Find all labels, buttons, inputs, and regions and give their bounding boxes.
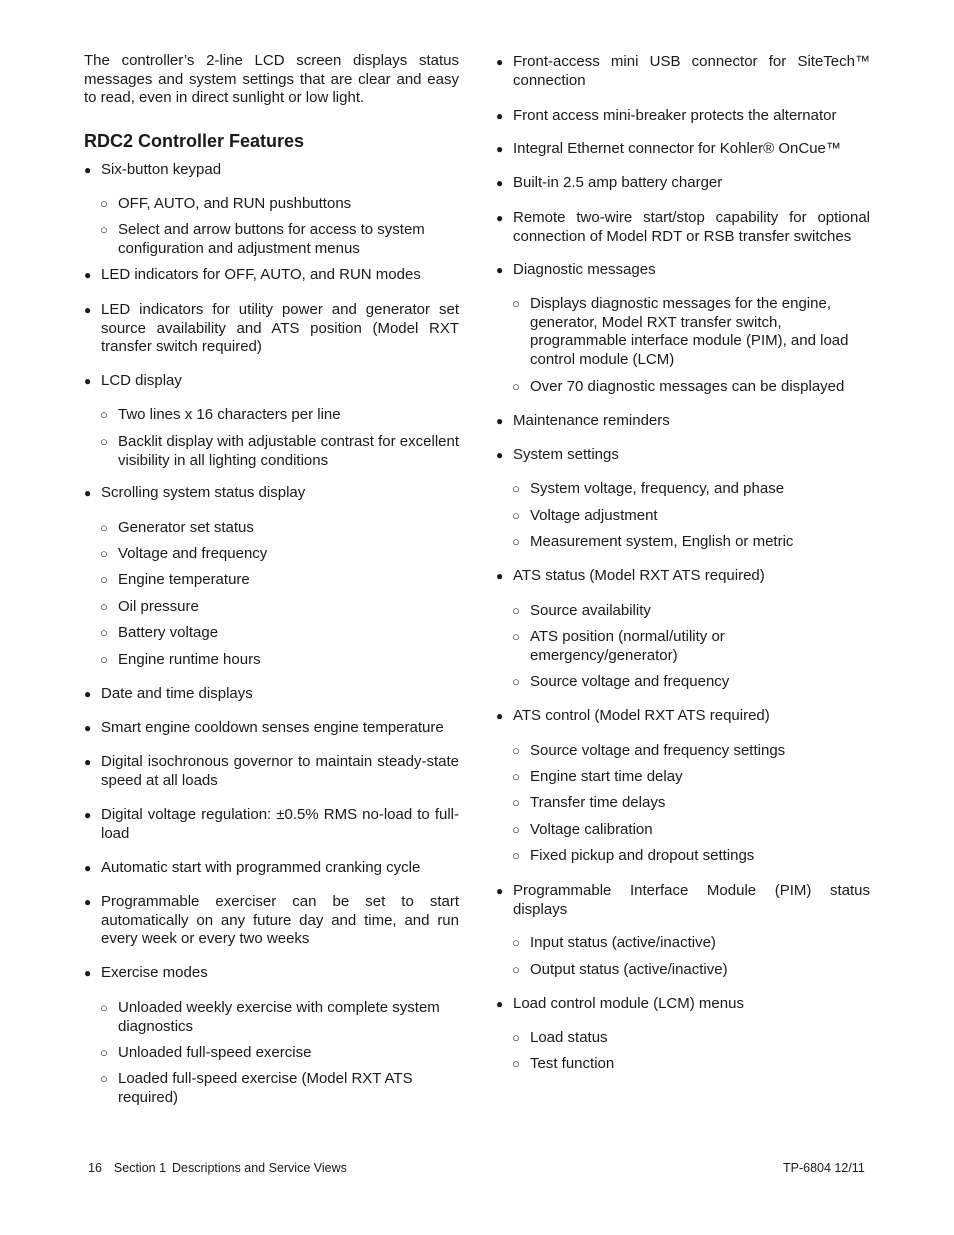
sub-bullet-item — [84, 433, 459, 470]
hollow-circle-icon: ○ — [512, 1056, 520, 1071]
bullet-item — [84, 719, 459, 738]
bullet-dot-icon: ● — [496, 211, 504, 225]
bullet-item — [496, 140, 870, 159]
item-text: ATS position (normal/utility or emergency/generator) — [530, 628, 725, 664]
hollow-circle-icon: ○ — [512, 534, 520, 549]
item-text: Load control module (LCM) menus — [513, 995, 744, 1012]
bullet-item — [496, 567, 870, 586]
item-text: ATS control (Model RXT ATS required) — [513, 707, 770, 724]
bullet-dot-icon: ● — [496, 142, 504, 156]
item-text: Unloaded weekly exercise with complete system diagnostics — [118, 999, 440, 1035]
bullet-dot-icon: ● — [496, 884, 504, 898]
item-text: Output status (active/inactive) — [530, 961, 728, 978]
bullet-item — [496, 261, 870, 280]
sub-bullet-item — [84, 1044, 459, 1063]
item-text: System voltage, frequency, and phase — [530, 480, 785, 497]
item-text: Transfer time delays — [530, 794, 666, 811]
item-text: ATS status (Model RXT ATS required) — [513, 567, 765, 584]
item-text: Engine start time delay — [530, 768, 683, 785]
bullet-dot-icon: ● — [84, 163, 92, 177]
bullet-dot-icon: ● — [496, 263, 504, 277]
sub-bullet-item — [84, 999, 459, 1036]
item-text: Source voltage and frequency — [530, 673, 730, 690]
hollow-circle-icon: ○ — [512, 379, 520, 394]
bullet-item — [84, 964, 459, 983]
bullet-dot-icon: ● — [496, 709, 504, 723]
item-text: Battery voltage — [118, 624, 219, 641]
hollow-circle-icon: ○ — [100, 546, 108, 561]
bullet-item — [84, 372, 459, 391]
sub-bullet-item — [496, 480, 870, 499]
item-text: LED indicators for OFF, AUTO, and RUN modes — [101, 266, 421, 283]
item-text: Over 70 diagnostic messages can be displayed — [530, 378, 845, 395]
bullet-dot-icon: ● — [84, 374, 92, 388]
item-text: Select and arrow buttons for access to system configuration and adjustment menus — [118, 221, 425, 257]
hollow-circle-icon: ○ — [512, 629, 520, 644]
sub-bullet-item — [496, 602, 870, 621]
hollow-circle-icon: ○ — [512, 1030, 520, 1045]
page-number: 16 — [88, 1161, 102, 1175]
sub-bullet-item — [496, 821, 870, 840]
item-text: Digital voltage regulation: ±0.5% RMS no-load to full-load — [101, 806, 459, 842]
item-text: Date and time displays — [101, 685, 253, 702]
bullet-item — [496, 174, 870, 193]
item-text: Source availability — [530, 602, 651, 619]
bullet-dot-icon: ● — [84, 486, 92, 500]
hollow-circle-icon: ○ — [512, 795, 520, 810]
bullet-dot-icon: ● — [496, 176, 504, 190]
sub-bullet-item — [496, 673, 870, 692]
bullet-dot-icon: ● — [496, 569, 504, 583]
hollow-circle-icon: ○ — [512, 743, 520, 758]
item-text: Built-in 2.5 amp battery charger — [513, 174, 723, 191]
item-text: Source voltage and frequency settings — [530, 742, 786, 759]
bullet-item — [496, 209, 870, 246]
item-text: Voltage calibration — [530, 821, 653, 838]
item-text: Test function — [530, 1055, 615, 1072]
item-text: Programmable Interface Module (PIM) status displays — [513, 882, 870, 918]
item-text: Displays diagnostic messages for the engine, generator, Model RXT transfer switch, programmable interface module (PIM), and load control module (LCM) — [530, 295, 849, 368]
sub-bullet-item — [84, 571, 459, 590]
sub-bullet-item — [84, 624, 459, 643]
bullet-dot-icon: ● — [496, 109, 504, 123]
sub-bullet-item — [84, 406, 459, 425]
item-text: Integral Ethernet connector for Kohler® OnCue™ — [513, 140, 841, 157]
sub-bullet-item — [496, 628, 870, 665]
bullet-item — [84, 266, 459, 285]
sub-bullet-item — [496, 1055, 870, 1074]
hollow-circle-icon: ○ — [512, 769, 520, 784]
bullet-item — [496, 53, 870, 90]
hollow-circle-icon: ○ — [512, 603, 520, 618]
item-text: Engine temperature — [118, 571, 250, 588]
bullet-dot-icon: ● — [84, 895, 92, 909]
intro-paragraph: The controller’s 2-line LCD screen displays status messages and system settings that are clear and easy to read, even in direct sunlight or low light. — [84, 52, 459, 107]
document-code: TP-6804 12/11 — [783, 1161, 865, 1175]
item-text: LCD display — [101, 372, 182, 389]
item-text: Diagnostic messages — [513, 261, 656, 278]
sub-bullet-item — [84, 545, 459, 564]
bullet-item — [496, 882, 870, 919]
sub-bullet-item — [84, 1070, 459, 1107]
item-text: Measurement system, English or metric — [530, 533, 794, 550]
item-text: LED indicators for utility power and generator set source availability and ATS position (Model RXT transfer switch required) — [101, 301, 459, 356]
bullet-dot-icon: ● — [84, 808, 92, 822]
bullet-item — [496, 446, 870, 465]
bullet-item — [84, 753, 459, 790]
item-text: Load status — [530, 1029, 608, 1046]
sub-bullet-item — [496, 1029, 870, 1048]
footer-section-title: Descriptions and Service Views — [172, 1161, 347, 1175]
bullet-dot-icon: ● — [496, 448, 504, 462]
bullet-dot-icon: ● — [84, 861, 92, 875]
sub-bullet-item — [496, 961, 870, 980]
sub-bullet-item — [496, 507, 870, 526]
item-text: Voltage adjustment — [530, 507, 658, 524]
hollow-circle-icon: ○ — [100, 599, 108, 614]
sub-bullet-item — [84, 195, 459, 214]
bullet-dot-icon: ● — [84, 268, 92, 282]
item-text: Digital isochronous governor to maintain steady-state speed at all loads — [101, 753, 459, 789]
item-text: Two lines x 16 characters per line — [118, 406, 341, 423]
bullet-dot-icon: ● — [84, 303, 92, 317]
item-text: Remote two-wire start/stop capability for optional connection of Model RDT or RSB transfer switches — [513, 209, 870, 245]
hollow-circle-icon: ○ — [100, 434, 108, 449]
item-text: Engine runtime hours — [118, 651, 261, 668]
item-text: System settings — [513, 446, 619, 463]
bullet-dot-icon: ● — [84, 966, 92, 980]
item-text: Maintenance reminders — [513, 412, 670, 429]
bullet-item — [84, 859, 459, 878]
sub-bullet-item — [496, 533, 870, 552]
bullet-item — [496, 995, 870, 1014]
item-text: Unloaded full-speed exercise — [118, 1044, 312, 1061]
bullet-item — [496, 412, 870, 431]
hollow-circle-icon: ○ — [100, 520, 108, 535]
sub-bullet-item — [84, 651, 459, 670]
footer-left — [88, 1160, 347, 1176]
sub-bullet-item — [84, 221, 459, 258]
hollow-circle-icon: ○ — [100, 625, 108, 640]
bullet-dot-icon: ● — [84, 687, 92, 701]
item-text: Front access mini-breaker protects the alternator — [513, 107, 837, 124]
item-text: Programmable exerciser can be set to start automatically on any future day and time, and run every week or every two weeks — [101, 893, 459, 948]
item-text: Smart engine cooldown senses engine temperature — [101, 719, 444, 736]
hollow-circle-icon: ○ — [512, 848, 520, 863]
hollow-circle-icon: ○ — [100, 1071, 108, 1086]
item-text: Loaded full-speed exercise (Model RXT ATS required) — [118, 1070, 413, 1106]
bullet-dot-icon: ● — [84, 755, 92, 769]
bullet-item — [496, 707, 870, 726]
bullet-item — [84, 893, 459, 949]
item-text: Generator set status — [118, 519, 254, 536]
item-text: Automatic start with programmed cranking cycle — [101, 859, 421, 876]
item-text: Front-access mini USB connector for SiteTech™ connection — [513, 53, 870, 89]
hollow-circle-icon: ○ — [100, 196, 108, 211]
hollow-circle-icon: ○ — [512, 674, 520, 689]
hollow-circle-icon: ○ — [512, 296, 520, 311]
footer-section: Section 1 — [113, 1161, 167, 1175]
sub-bullet-item — [84, 519, 459, 538]
sub-bullet-item — [496, 794, 870, 813]
bullet-item — [84, 301, 459, 357]
item-text: Backlit display with adjustable contrast for excellent visibility in all lighting conditions — [118, 433, 460, 469]
hollow-circle-icon: ○ — [512, 508, 520, 523]
item-text: Voltage and frequency — [118, 545, 268, 562]
bullet-dot-icon: ● — [496, 414, 504, 428]
bullet-dot-icon: ● — [84, 721, 92, 735]
bullet-item — [496, 107, 870, 126]
sub-bullet-item — [496, 847, 870, 866]
hollow-circle-icon: ○ — [100, 1000, 108, 1015]
item-text: OFF, AUTO, and RUN pushbuttons — [118, 195, 352, 212]
bullet-item — [84, 161, 459, 180]
item-text: Six-button keypad — [101, 161, 222, 178]
sub-bullet-item — [496, 768, 870, 787]
hollow-circle-icon: ○ — [512, 935, 520, 950]
hollow-circle-icon: ○ — [512, 962, 520, 977]
hollow-circle-icon: ○ — [100, 407, 108, 422]
hollow-circle-icon: ○ — [100, 222, 108, 237]
item-text: Exercise modes — [101, 964, 208, 981]
bullet-item — [84, 685, 459, 704]
sub-bullet-item — [496, 742, 870, 761]
item-text: Fixed pickup and dropout settings — [530, 847, 755, 864]
bullet-item — [84, 806, 459, 843]
hollow-circle-icon: ○ — [100, 652, 108, 667]
item-text: Oil pressure — [118, 598, 199, 615]
hollow-circle-icon: ○ — [512, 481, 520, 496]
hollow-circle-icon: ○ — [100, 572, 108, 587]
sub-bullet-item — [496, 934, 870, 953]
bullet-item — [84, 484, 459, 503]
section-heading: RDC2 Controller Features — [84, 131, 305, 151]
bullet-dot-icon: ● — [496, 55, 504, 69]
sub-bullet-item — [496, 295, 870, 369]
sub-bullet-item — [496, 378, 870, 397]
hollow-circle-icon: ○ — [512, 822, 520, 837]
item-text: Input status (active/inactive) — [530, 934, 716, 951]
hollow-circle-icon: ○ — [100, 1045, 108, 1060]
bullet-dot-icon: ● — [496, 997, 504, 1011]
sub-bullet-item — [84, 598, 459, 617]
item-text: Scrolling system status display — [101, 484, 306, 501]
